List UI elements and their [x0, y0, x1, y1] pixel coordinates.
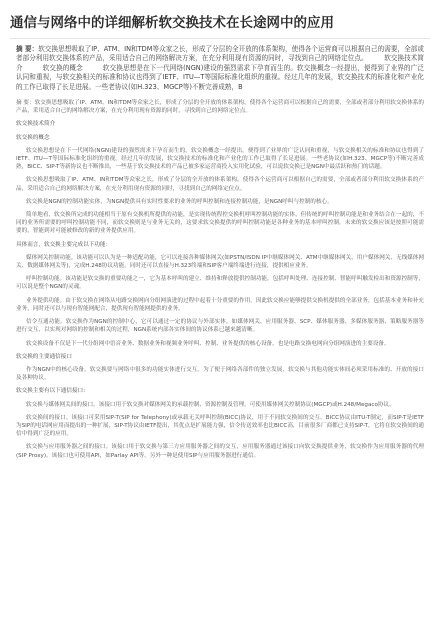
- body-paragraph: 作为NGN中的核心设备，软交换要与网络中很多的功能实体进行交互。为了便于网络各部件的独立发展，软交换与其他功能实体间必须采用标准的、开放的接口及各种协议。: [16, 366, 424, 382]
- body-paragraph: 软交换是NGN的控制功能实体，为NGN提供具有实时性要求的业务的呼叫控制和连接控制功能，是NGN呼叫与控制的核心。: [26, 198, 333, 205]
- body-paragraph: 软交换设备不仅是下一代分组网中语音业务、数据业务和视频业务呼叫、控制、业务提供的核心设备，也是电路交换电网向分组网演进的主要设备。: [26, 340, 390, 347]
- body-paragraph: 软交换与应用服务器之间的接口。该接口用于软交换与第三方应用服务器之间的交互，应用服务器通过该接口向软交换提供业务，软交换作为应用服务器的代理(SIP Proxy)。该接口也可使用API，如Parlay API等。另外一种是使用SIP与应用服务器进行通信。: [16, 444, 424, 459]
- summary-text: 软交换思想吸取了IP、ATM、IN和TDM等众家之长，形成了分层的全开放的体系架构，使得各个运营商可以根据自己的需要，全部或者部分利用软交换体系的产品，采用适合自己的网络解决方案，在充分利用现有资源的同时，寻找到自己的网络定位点。: [16, 100, 425, 115]
- body-paragraph: 软交换思想是在下一代网络(NGN)建设的强烈需求下孕育而生的。软交换概念一经提出，便得到了业界的广泛认同和重视，与软交换相关的标准和协议也得到了IETF、ITU—T等国际标准化组织的重视。经过几年的发展，软交换技术的标准化和产业化的工作已取得了长足进展。一些老协议(如H.323、MGCP等)不断完善成熟，BICC、SIP-T等新协议也不断推出，一些基于软交换技术的产品已被多家运营商投入实用化试验，可以说软交换已是NGN中最活跃和热门的话题。: [16, 147, 424, 171]
- summary-paragraph: [16, 99, 424, 115]
- body-paragraph: 简单地看，软交换所完成的功能相当于原有交换机所提供的功能，是实现传统程控交换机呼叫控制功能的实体，但传统的呼叫控制功能是和业务结合在一起的，不同的业务所需要的呼叫控制功能不同，而软交换则是与业务无关的，这要求软交换提供的呼叫控制功能是各种业务的基本呼叫控制。未来的软交换应该是按照可能需要的，智能到对可能被修改的新的业务提供应用。: [16, 212, 424, 235]
- title-divider: [10, 38, 430, 39]
- abstract-text: 软交换思想吸取了IP、ATM、IN和TDM等众家之长，形成了分层的全开放的体系架构，使得各个运营商可以根据自己的需要，全部或者部分利用软交换体系的产品，采用适合自己的网络解决方案，在充分利用现有资源的同时，寻找到自己的网络定位点。 软交换技术简介 软交换的概念 软交换思想是在下一代网络(NGN)建设的强烈需求下孕育而生的。软交换概念一经提出，便得到了业界的广泛认同和重视，与软交换相关的标准和协议也得到了IETF、ITU—T等国际标准化组织的重视。经过几年的发展，软交换技术的标准化和产业化的工作已取得了长足进展。一些老协议(如H.323、MGCP等)不断完善成熟，B: [16, 45, 424, 91]
- section-heading: 软交换的概念: [16, 134, 50, 141]
- body-paragraph: 软交换与媒体网关间的接口。该接口用于软交换对媒体网关的承载控制、资源控制及管理，可使用媒体网关控制协议(MGCP)或H.248/Megaco协议。: [26, 401, 395, 408]
- summary-label: 摘 要：: [16, 100, 35, 107]
- section-heading: 软交换的主要通信接口: [16, 353, 72, 360]
- article-body: [0, 99, 440, 460]
- body-paragraph: 呼叫控制功能。该功能是软交换的重要功能之一，它为基本呼叫的建立、维持和释放提供控制功能，包括呼叫处理、连接控制、智能呼叫触发检出和资源控制等，可以说是整个NGN的灵魂。: [16, 276, 424, 291]
- body-paragraph: 信令互通功能。软交换作为NGN的控制中心，它可以通过一定的协议与外部实体，如媒体网关、应用服务器、SCP、媒体服务器、多媒体服务器、策略服务器等进行交互，以实现对网络的控制和相关的过程，NGN系统内部各实体间的协议体系已越来越清晰。: [16, 319, 424, 334]
- abstract-label: 摘 要：: [16, 45, 39, 53]
- section-heading: 软交换主要有以下通信接口：: [16, 388, 89, 395]
- section-heading: 具体而言，软交换主要完成以下功能：: [16, 241, 112, 248]
- body-paragraph: 软交换间的接口。该接口可采用SIP-T(SIP for Telephony)或承载无关呼叫控制(BICC)协议，用于不同软交换间的交互。BICC协议由ITU-T制定，而SIP-T是IETF为SIP的电话网应用而提出的一种扩展，SIP-T协议由IETF提出，其优点是扩展能力强，信令传送效率也比BICC高，目前很多厂商都已支持SIP-T，它将在软交换间的通信中得到广泛的应用。: [16, 414, 424, 438]
- abstract-block: [0, 45, 440, 92]
- section-heading: 软交换技术简介: [16, 121, 56, 128]
- article-title: 通信与网络中的详细解析软交换技术在长途网中的应用: [10, 15, 334, 31]
- body-paragraph: 软交换思想吸取了IP、ATM、IN和TDM等众家之长，形成了分层的全开放的体系架构，使得各个运营商可以根据自己的需要，全部或者部分利用软交换体系的产品，采用适合自己的网络解决方案，在充分利用现有资源的同时，寻找到自己的网络定位点。: [16, 177, 424, 192]
- body-paragraph: 业务提供功能。由于软交换在网络从电路交换网向分组网演进的过程中起着十分重要的作用，因此软交换应能够提供交换机提供的全部业务，包括基本业务和补充业务，同时还可以与现有智能网配合，提供现有智能网提供的业务。: [16, 297, 424, 312]
- body-paragraph: 媒体网关控制功能。该功能可以认为是一种适配功能，它可以连接各种媒体网关(如PSTN/ISDN IP中继媒体网关、ATM中继媒体网关、用户媒体网关、无线媒体网关、数据媒体网关等)，完成H.248协议功能。同时还可以直接与H.323终端和SIP客户端终端进行连接，提供相应业务。: [16, 254, 424, 270]
